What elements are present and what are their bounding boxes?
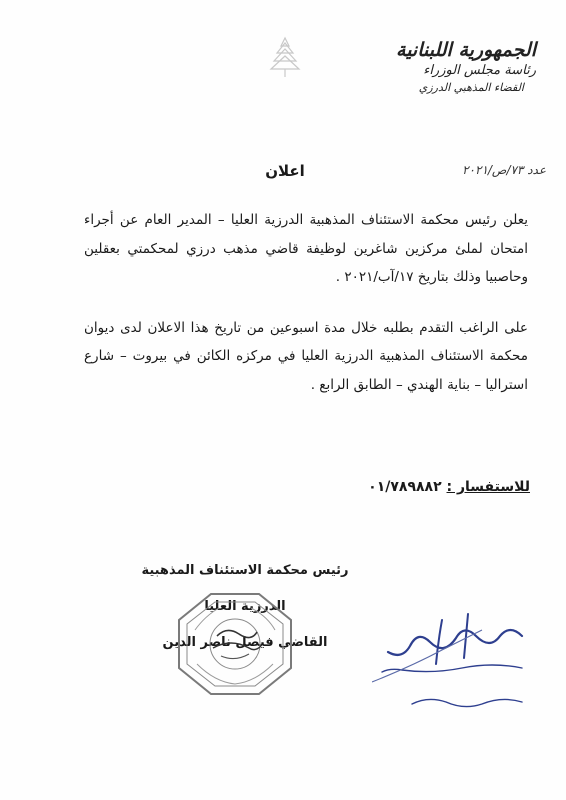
page-title: اعلان	[265, 162, 305, 180]
paragraph-exam: يعلن رئيس محكمة الاستئناف المذهبية الدرزية العليا – المدير العام عن أجراء امتحان لملئ مركزين شاغرين لوظيفة قاضي مذهب درزي لمحكمتي بعقلين وحاصبيا وذلك بتاريخ ١٧/آب/٢٠٢١ .	[84, 212, 528, 285]
certified-copy-signature	[372, 606, 532, 722]
inquiry-label: للاستفسار :	[446, 479, 530, 495]
paragraph-application: على الراغب التقدم بطلبه خلال مدة اسبوعين من تاريخ هذا الاعلان لدى ديوان محكمة الاستئناف المذهبية الدرزية العليا في مركزه الكائن في بيروت – شارع استراليا – بناية الهندي – الطابق الرابع .	[84, 319, 528, 393]
signer-name: القاضي فيصل ناصر الدين	[162, 635, 328, 650]
letterhead-republic: الجمهورية اللبنانية	[396, 39, 536, 61]
cedar-emblem	[268, 34, 302, 80]
inquiry-line	[300, 479, 530, 503]
letterhead-judiciary: القضاء المذهبي الدرزي	[418, 81, 524, 94]
signer-position: رئيس محكمة الاستئناف المذهبية الدرزية العليا	[141, 563, 349, 614]
inquiry-phone: ٠١/٧٨٩٨٨٢	[368, 479, 442, 495]
announcement-body	[84, 206, 528, 399]
reference-number: عدد ٧٣/ص/٢٠٢١	[462, 163, 546, 177]
court-seal-stamp	[175, 590, 295, 698]
letterhead	[356, 38, 536, 96]
letterhead-presidency: رئاسة مجلس الوزراء	[423, 63, 536, 78]
